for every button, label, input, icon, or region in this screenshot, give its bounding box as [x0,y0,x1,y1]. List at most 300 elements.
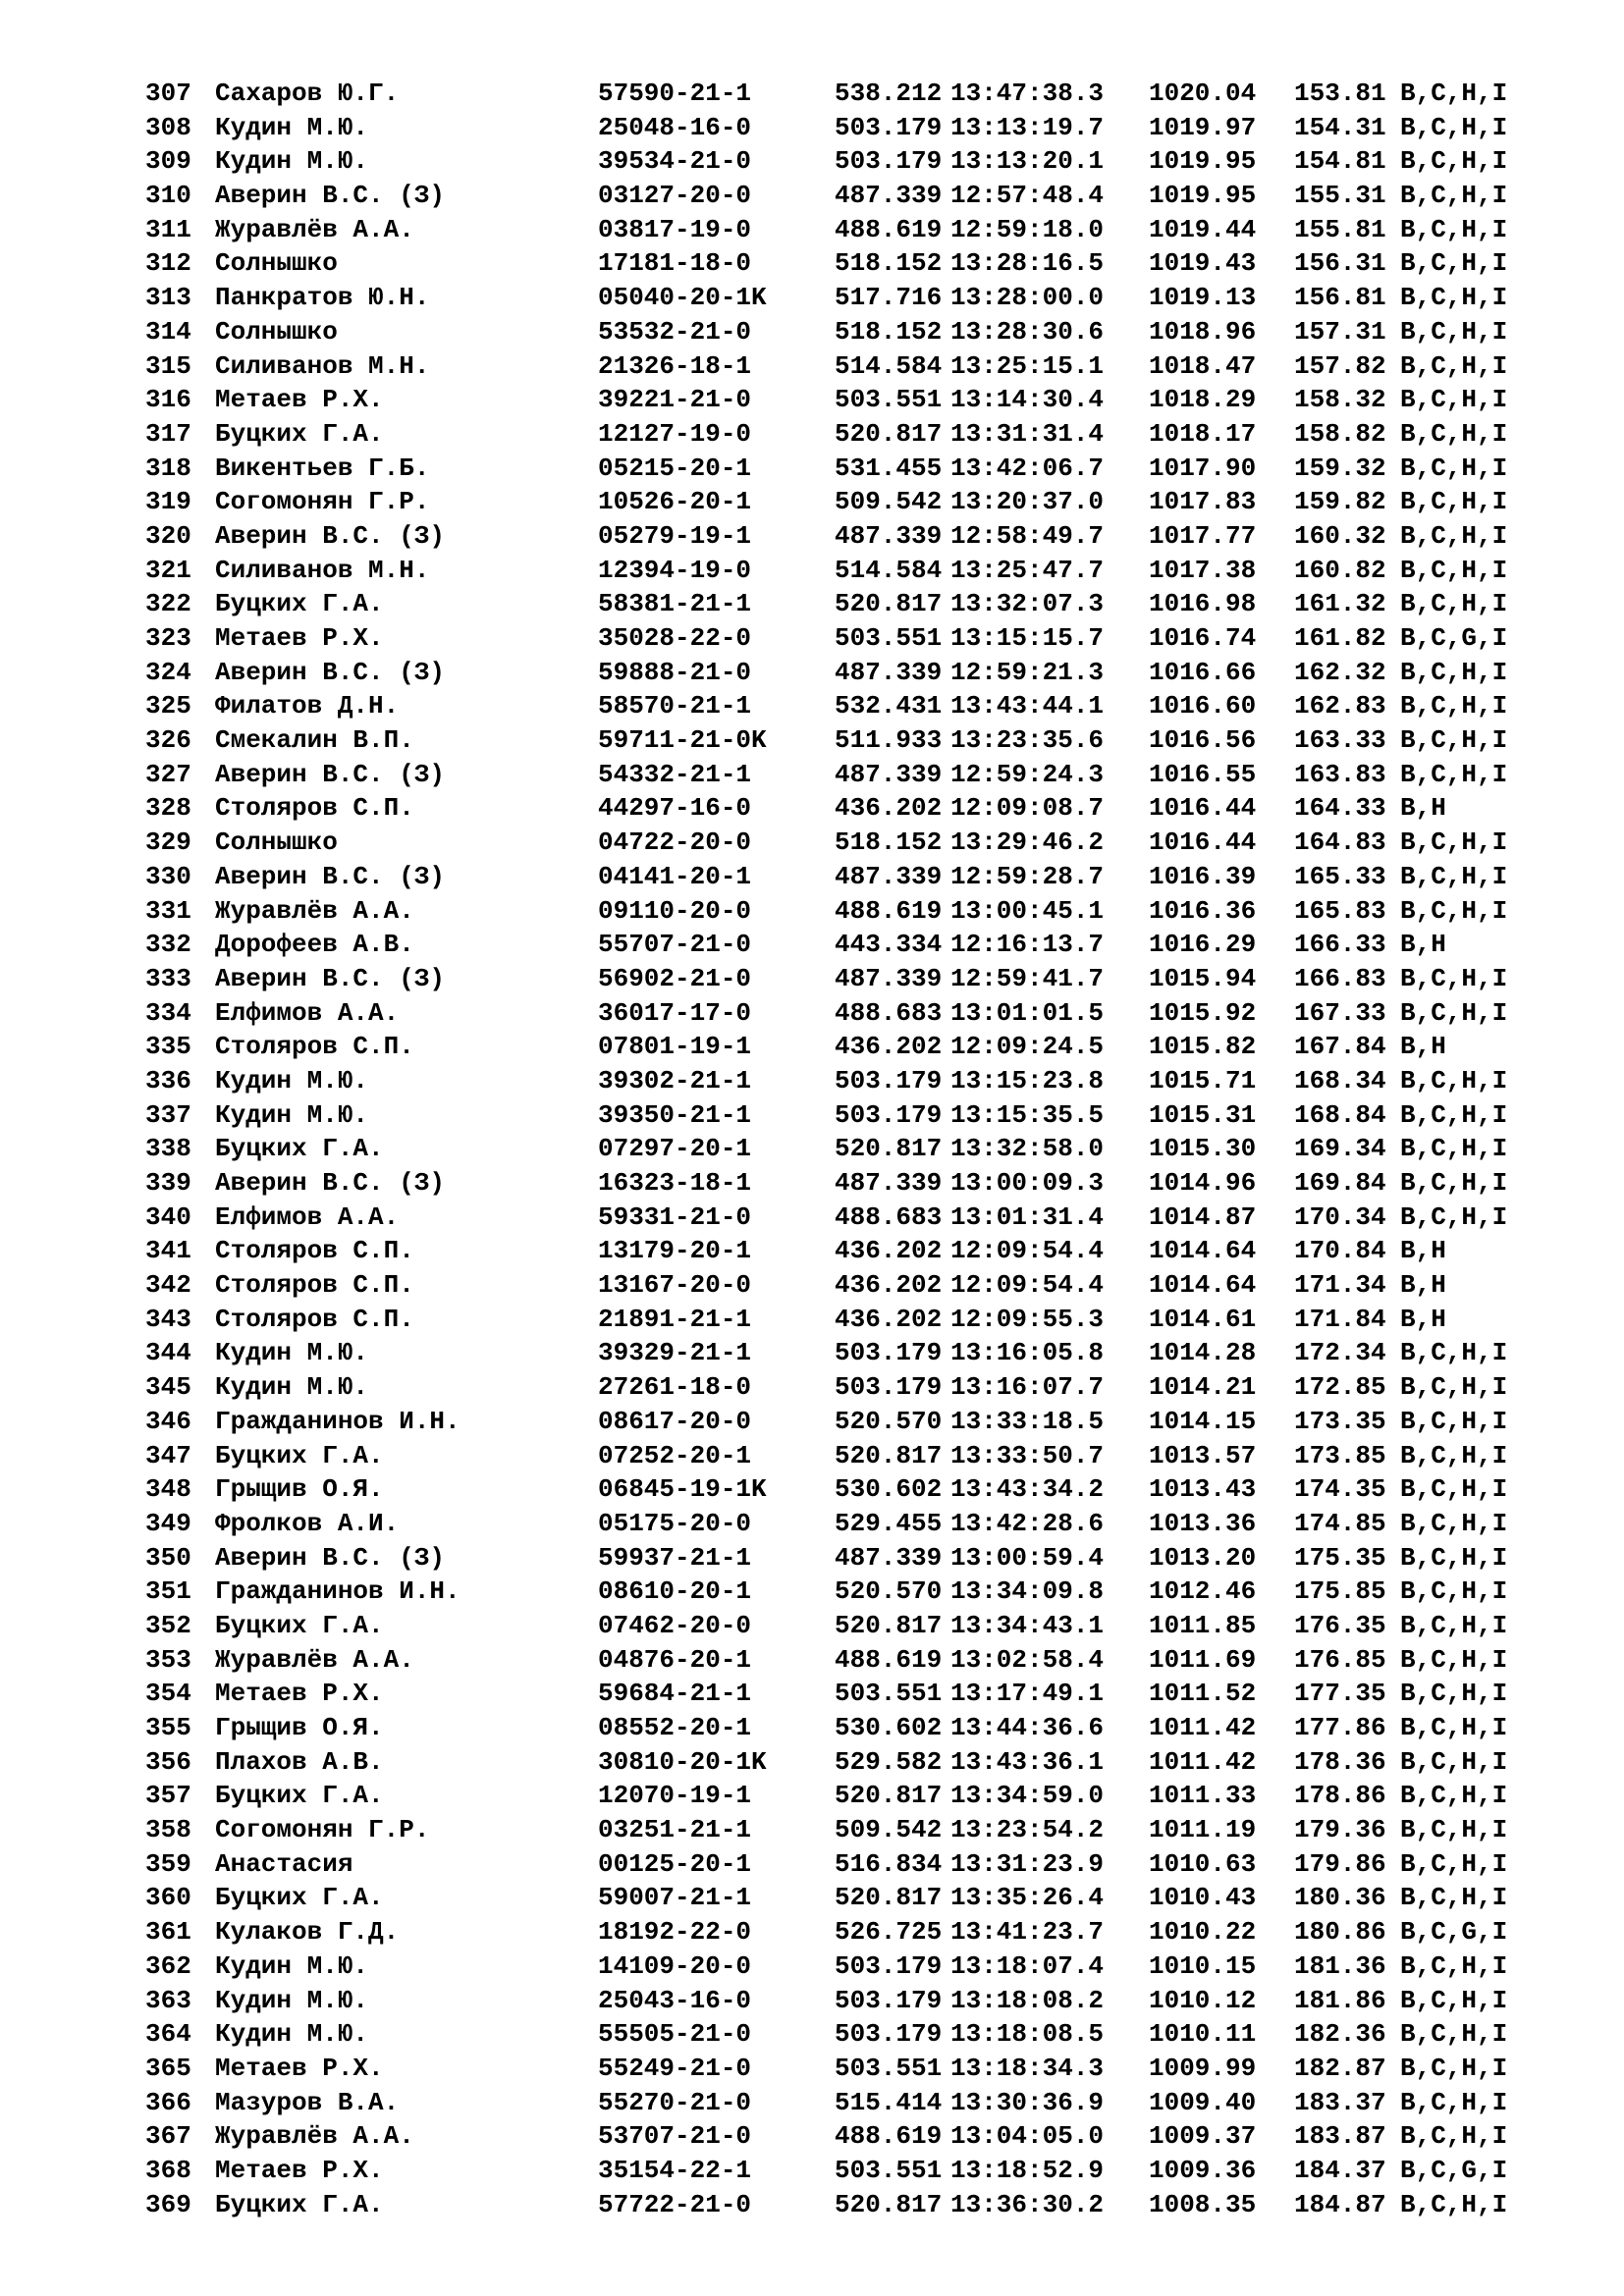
row-name: Кудин М.Ю. [215,1338,369,1368]
row-id: 08617-20-0 [598,1406,752,1436]
row-name: Метаев Р.Х. [215,2053,384,2083]
row-time: 13:43:36.1 [950,1746,1105,1777]
row-time: 13:00:59.4 [950,1542,1105,1573]
row-frequency: 1015.30 [1149,1134,1257,1164]
row-id: 59331-21-0 [598,1201,752,1232]
row-value: 443.334 [835,930,943,960]
row-extra: 157.31 [1294,316,1386,347]
row-name: Аверин В.С. (З) [215,657,446,687]
row-number: 319 [145,487,191,517]
row-number: 352 [145,1610,191,1640]
row-extra: 167.33 [1294,997,1386,1028]
row-time: 12:59:41.7 [950,963,1105,993]
row-extra: 157.82 [1294,350,1386,381]
row-number: 344 [145,1338,191,1368]
list-item [145,1507,1557,1541]
row-frequency: 1011.42 [1149,1746,1257,1777]
row-extra: 156.31 [1294,248,1386,279]
row-name: Согомонян Г.Р. [215,1815,430,1845]
row-frequency: 1011.85 [1149,1610,1257,1640]
row-number: 340 [145,1201,191,1232]
row-tags: B,C,H,I [1400,2019,1508,2050]
row-number: 324 [145,657,191,687]
row-number: 355 [145,1713,191,1742]
row-value: 520.817 [835,1781,943,1811]
row-id: 12070-19-1 [598,1781,752,1811]
row-frequency: 1014.28 [1149,1338,1257,1368]
row-number: 312 [145,248,191,279]
list-item [145,2017,1557,2052]
list-item [145,1813,1557,1847]
row-tags: B,C,H,I [1400,1201,1508,1232]
row-time: 13:34:43.1 [950,1610,1105,1640]
row-value: 488.683 [835,997,943,1028]
row-frequency: 1013.43 [1149,1474,1257,1505]
row-name: Столяров С.П. [215,1270,414,1301]
row-extra: 176.85 [1294,1644,1386,1675]
row-tags: B,H [1400,930,1446,960]
row-value: 487.339 [835,1168,943,1198]
row-id: 53707-21-0 [598,2121,752,2152]
row-frequency: 1015.71 [1149,1065,1257,1095]
row-id: 17181-18-0 [598,248,752,279]
list-item [145,246,1557,281]
row-time: 13:16:05.8 [950,1338,1105,1368]
row-extra: 164.33 [1294,793,1386,824]
row-name: Аверин В.С. (З) [215,759,446,789]
row-name: Аверин В.С. (З) [215,520,446,551]
row-value: 503.551 [835,2155,943,2185]
list-item [145,1643,1557,1678]
row-frequency: 1011.42 [1149,1713,1257,1742]
row-id: 05175-20-0 [598,1508,752,1538]
row-number: 333 [145,963,191,993]
row-time: 13:32:58.0 [950,1134,1105,1164]
list-item [145,1847,1557,1882]
row-number: 314 [145,316,191,347]
row-id: 59007-21-1 [598,1883,752,1913]
row-extra: 168.34 [1294,1065,1386,1095]
row-name: Солнышко [215,248,338,279]
row-id: 07252-20-1 [598,1440,752,1470]
row-frequency: 1010.12 [1149,1985,1257,2015]
row-value: 518.152 [835,828,943,858]
row-tags: B,C,H,I [1400,487,1508,517]
row-tags: B,C,H,I [1400,1713,1508,1742]
row-id: 59937-21-1 [598,1542,752,1573]
row-number: 354 [145,1679,191,1709]
row-tags: B,H [1400,1304,1446,1334]
row-value: 503.179 [835,1065,943,1095]
row-number: 363 [145,1985,191,2015]
row-number: 347 [145,1440,191,1470]
row-id: 16323-18-1 [598,1168,752,1198]
row-tags: B,C,G,I [1400,1917,1508,1948]
row-id: 08552-20-1 [598,1713,752,1742]
row-extra: 160.82 [1294,555,1386,585]
row-id: 21326-18-1 [598,350,752,381]
row-frequency: 1019.13 [1149,283,1257,313]
row-id: 12394-19-0 [598,555,752,585]
row-time: 13:42:28.6 [950,1508,1105,1538]
row-id: 03817-19-0 [598,214,752,244]
row-extra: 180.86 [1294,1917,1386,1948]
row-tags: B,C,H,I [1400,1134,1508,1164]
row-extra: 180.36 [1294,1883,1386,1913]
row-frequency: 1018.29 [1149,385,1257,415]
row-number: 359 [145,1848,191,1879]
row-frequency: 1015.94 [1149,963,1257,993]
row-frequency: 1013.20 [1149,1542,1257,1573]
row-name: Мазуров В.А. [215,2087,400,2117]
row-id: 54332-21-1 [598,759,752,789]
row-time: 12:59:24.3 [950,759,1105,789]
list-item [145,1915,1557,1949]
row-number: 311 [145,214,191,244]
row-tags: B,C,H,I [1400,1168,1508,1198]
row-value: 488.683 [835,1201,943,1232]
row-extra: 154.81 [1294,146,1386,177]
row-tags: B,H [1400,1032,1446,1062]
list-item [145,1370,1557,1405]
row-extra: 179.36 [1294,1815,1386,1845]
row-time: 13:18:08.5 [950,2019,1105,2050]
row-tags: B,C,H,I [1400,1679,1508,1709]
list-item [145,144,1557,179]
list-item [145,1711,1557,1745]
list-item [145,1336,1557,1370]
row-time: 13:23:54.2 [950,1815,1105,1845]
row-tags: B,C,H,I [1400,1950,1508,1981]
row-number: 367 [145,2121,191,2152]
row-value: 518.152 [835,248,943,279]
row-id: 55707-21-0 [598,930,752,960]
row-value: 487.339 [835,861,943,891]
row-tags: B,C,H,I [1400,1610,1508,1640]
row-value: 503.551 [835,385,943,415]
row-value: 436.202 [835,1236,943,1266]
row-tags: B,C,H,I [1400,759,1508,789]
row-extra: 163.33 [1294,725,1386,756]
row-extra: 177.86 [1294,1713,1386,1742]
row-frequency: 1018.96 [1149,316,1257,347]
row-tags: B,C,H,I [1400,316,1508,347]
row-number: 307 [145,79,191,108]
row-frequency: 1020.04 [1149,79,1257,108]
row-time: 13:33:18.5 [950,1406,1105,1436]
row-tags: B,C,H,I [1400,1440,1508,1470]
row-time: 13:28:30.6 [950,316,1105,347]
row-frequency: 1017.83 [1149,487,1257,517]
row-frequency: 1018.17 [1149,418,1257,449]
row-time: 13:47:38.3 [950,79,1105,108]
row-time: 12:09:55.3 [950,1304,1105,1334]
row-number: 310 [145,181,191,211]
row-name: Метаев Р.Х. [215,1679,384,1709]
row-number: 335 [145,1032,191,1062]
list-item [145,1132,1557,1166]
row-time: 12:09:54.4 [950,1236,1105,1266]
row-extra: 169.84 [1294,1168,1386,1198]
row-value: 531.455 [835,453,943,483]
row-id: 25048-16-0 [598,112,752,142]
row-time: 13:00:09.3 [950,1168,1105,1198]
list-item [145,349,1557,384]
row-id: 07801-19-1 [598,1032,752,1062]
row-value: 511.933 [835,725,943,756]
row-name: Буцких Г.А. [215,1134,384,1164]
row-number: 342 [145,1270,191,1301]
row-tags: B,C,H,I [1400,350,1508,381]
list-item [145,587,1557,621]
row-name: Анастасия [215,1848,353,1879]
row-tags: B,C,H,I [1400,283,1508,313]
list-item [145,962,1557,996]
row-extra: 182.36 [1294,2019,1386,2050]
list-item [145,1030,1557,1064]
list-item [145,417,1557,452]
row-number: 328 [145,793,191,824]
row-name: Елфимов А.А. [215,997,400,1028]
row-tags: B,C,H,I [1400,1542,1508,1573]
row-name: Аверин В.С. (З) [215,861,446,891]
row-number: 332 [145,930,191,960]
list-item [145,1984,1557,2018]
row-number: 360 [145,1883,191,1913]
row-number: 353 [145,1644,191,1675]
row-number: 308 [145,112,191,142]
row-number: 362 [145,1950,191,1981]
row-extra: 155.31 [1294,181,1386,211]
row-number: 361 [145,1917,191,1948]
row-frequency: 1010.43 [1149,1883,1257,1913]
row-id: 59888-21-0 [598,657,752,687]
row-name: Гражданинов И.Н. [215,1576,460,1607]
list-item [145,519,1557,554]
row-value: 487.339 [835,181,943,211]
row-frequency: 1009.40 [1149,2087,1257,2117]
list-item [145,1201,1557,1235]
row-extra: 170.84 [1294,1236,1386,1266]
row-name: Панкратов Ю.Н. [215,283,430,313]
row-value: 503.179 [835,146,943,177]
row-number: 329 [145,828,191,858]
row-number: 330 [145,861,191,891]
row-value: 514.584 [835,555,943,585]
row-extra: 159.82 [1294,487,1386,517]
row-time: 12:09:54.4 [950,1270,1105,1301]
results-list [145,77,1557,2221]
row-name: Кулаков Г.Д. [215,1917,400,1948]
row-tags: B,C,H,I [1400,861,1508,891]
row-id: 13179-20-1 [598,1236,752,1266]
row-extra: 158.82 [1294,418,1386,449]
row-name: Кудин М.Ю. [215,1985,369,2015]
row-time: 13:20:37.0 [950,487,1105,517]
row-id: 53532-21-0 [598,316,752,347]
row-name: Столяров С.П. [215,793,414,824]
row-time: 13:32:07.3 [950,589,1105,619]
row-tags: B,C,H,I [1400,2121,1508,2152]
row-id: 05279-19-1 [598,520,752,551]
row-value: 436.202 [835,1270,943,1301]
row-name: Дорофеев А.В. [215,930,414,960]
row-frequency: 1017.38 [1149,555,1257,585]
row-time: 13:29:46.2 [950,828,1105,858]
row-tags: B,C,H,I [1400,385,1508,415]
row-tags: B,C,H,I [1400,1338,1508,1368]
row-time: 13:15:23.8 [950,1065,1105,1095]
row-number: 350 [145,1542,191,1573]
list-item [145,894,1557,929]
row-name: Кудин М.Ю. [215,146,369,177]
row-number: 351 [145,1576,191,1607]
row-extra: 153.81 [1294,79,1386,108]
row-time: 13:18:52.9 [950,2155,1105,2185]
row-name: Плахов А.В. [215,1746,384,1777]
row-id: 08610-20-1 [598,1576,752,1607]
row-value: 487.339 [835,657,943,687]
row-tags: B,C,H,I [1400,963,1508,993]
row-tags: B,C,H,I [1400,725,1508,756]
row-tags: B,C,H,I [1400,1372,1508,1403]
row-id: 58381-21-1 [598,589,752,619]
row-tags: B,C,H,I [1400,2087,1508,2117]
row-frequency: 1017.90 [1149,453,1257,483]
row-extra: 158.32 [1294,385,1386,415]
row-tags: B,C,H,I [1400,1644,1508,1675]
row-value: 518.152 [835,316,943,347]
row-extra: 174.85 [1294,1508,1386,1538]
row-time: 13:31:31.4 [950,418,1105,449]
row-value: 503.179 [835,1985,943,2015]
row-name: Солнышко [215,828,338,858]
row-value: 488.619 [835,214,943,244]
row-tags: B,C,H,I [1400,1746,1508,1777]
row-name: Кудин М.Ю. [215,1372,369,1403]
row-number: 331 [145,895,191,926]
row-value: 503.179 [835,112,943,142]
row-frequency: 1008.35 [1149,2189,1257,2219]
row-value: 520.817 [835,1134,943,1164]
row-name: Грыщив О.Я. [215,1474,384,1505]
row-id: 56902-21-0 [598,963,752,993]
row-name: Столяров С.П. [215,1032,414,1062]
row-name: Сахаров Ю.Г. [215,79,400,108]
row-number: 358 [145,1815,191,1845]
row-time: 12:59:28.7 [950,861,1105,891]
row-value: 520.817 [835,2189,943,2219]
row-id: 03251-21-1 [598,1815,752,1845]
row-name: Гражданинов И.Н. [215,1406,460,1436]
row-time: 13:33:50.7 [950,1440,1105,1470]
row-number: 322 [145,589,191,619]
row-name: Аверин В.С. (З) [215,1542,446,1573]
row-tags: B,C,H,I [1400,181,1508,211]
row-id: 39534-21-0 [598,146,752,177]
list-item [145,485,1557,519]
row-extra: 173.35 [1294,1406,1386,1436]
row-name: Журавлёв А.А. [215,2121,414,2152]
row-frequency: 1014.64 [1149,1236,1257,1266]
row-tags: B,C,H,I [1400,248,1508,279]
row-frequency: 1019.95 [1149,181,1257,211]
row-extra: 181.86 [1294,1985,1386,2015]
row-number: 337 [145,1099,191,1130]
row-value: 520.817 [835,589,943,619]
row-extra: 162.32 [1294,657,1386,687]
list-item [145,1472,1557,1507]
row-name: Кудин М.Ю. [215,1099,369,1130]
row-id: 55249-21-0 [598,2053,752,2083]
row-id: 39329-21-1 [598,1338,752,1368]
row-name: Смекалин В.П. [215,725,414,756]
row-name: Согомонян Г.Р. [215,487,430,517]
row-name: Кудин М.Ю. [215,2019,369,2050]
row-value: 517.716 [835,283,943,313]
row-frequency: 1016.98 [1149,589,1257,619]
row-id: 04722-20-0 [598,828,752,858]
row-number: 321 [145,555,191,585]
row-extra: 184.87 [1294,2189,1386,2219]
row-frequency: 1013.57 [1149,1440,1257,1470]
row-tags: B,C,H,I [1400,1815,1508,1845]
row-tags: B,C,G,I [1400,2155,1508,2185]
row-value: 530.602 [835,1713,943,1742]
row-extra: 174.35 [1294,1474,1386,1505]
row-tags: B,C,H,I [1400,895,1508,926]
row-number: 325 [145,691,191,721]
row-extra: 160.32 [1294,520,1386,551]
row-number: 317 [145,418,191,449]
list-item [145,1881,1557,1915]
list-item [145,383,1557,417]
row-value: 488.619 [835,1644,943,1675]
row-extra: 168.84 [1294,1099,1386,1130]
row-value: 503.179 [835,1950,943,1981]
list-item [145,1609,1557,1643]
row-tags: B,C,H,I [1400,589,1508,619]
row-value: 529.582 [835,1746,943,1777]
row-frequency: 1017.77 [1149,520,1257,551]
row-value: 488.619 [835,895,943,926]
row-value: 503.179 [835,2019,943,2050]
list-item [145,826,1557,860]
row-time: 13:34:59.0 [950,1781,1105,1811]
row-number: 318 [145,453,191,483]
row-tags: B,C,H,I [1400,657,1508,687]
row-number: 339 [145,1168,191,1198]
row-id: 55505-21-0 [598,2019,752,2050]
row-name: Буцких Г.А. [215,418,384,449]
list-item [145,723,1557,758]
row-number: 348 [145,1474,191,1505]
row-value: 520.817 [835,418,943,449]
row-number: 338 [145,1134,191,1164]
row-frequency: 1016.74 [1149,623,1257,653]
row-time: 13:13:20.1 [950,146,1105,177]
list-item [145,1268,1557,1303]
row-tags: B,H [1400,1270,1446,1301]
row-frequency: 1014.96 [1149,1168,1257,1198]
row-frequency: 1019.97 [1149,112,1257,142]
row-tags: B,C,H,I [1400,2053,1508,2083]
row-name: Метаев Р.Х. [215,385,384,415]
row-extra: 161.32 [1294,589,1386,619]
list-item [145,1575,1557,1609]
row-value: 436.202 [835,793,943,824]
row-id: 59711-21-0K [598,725,767,756]
